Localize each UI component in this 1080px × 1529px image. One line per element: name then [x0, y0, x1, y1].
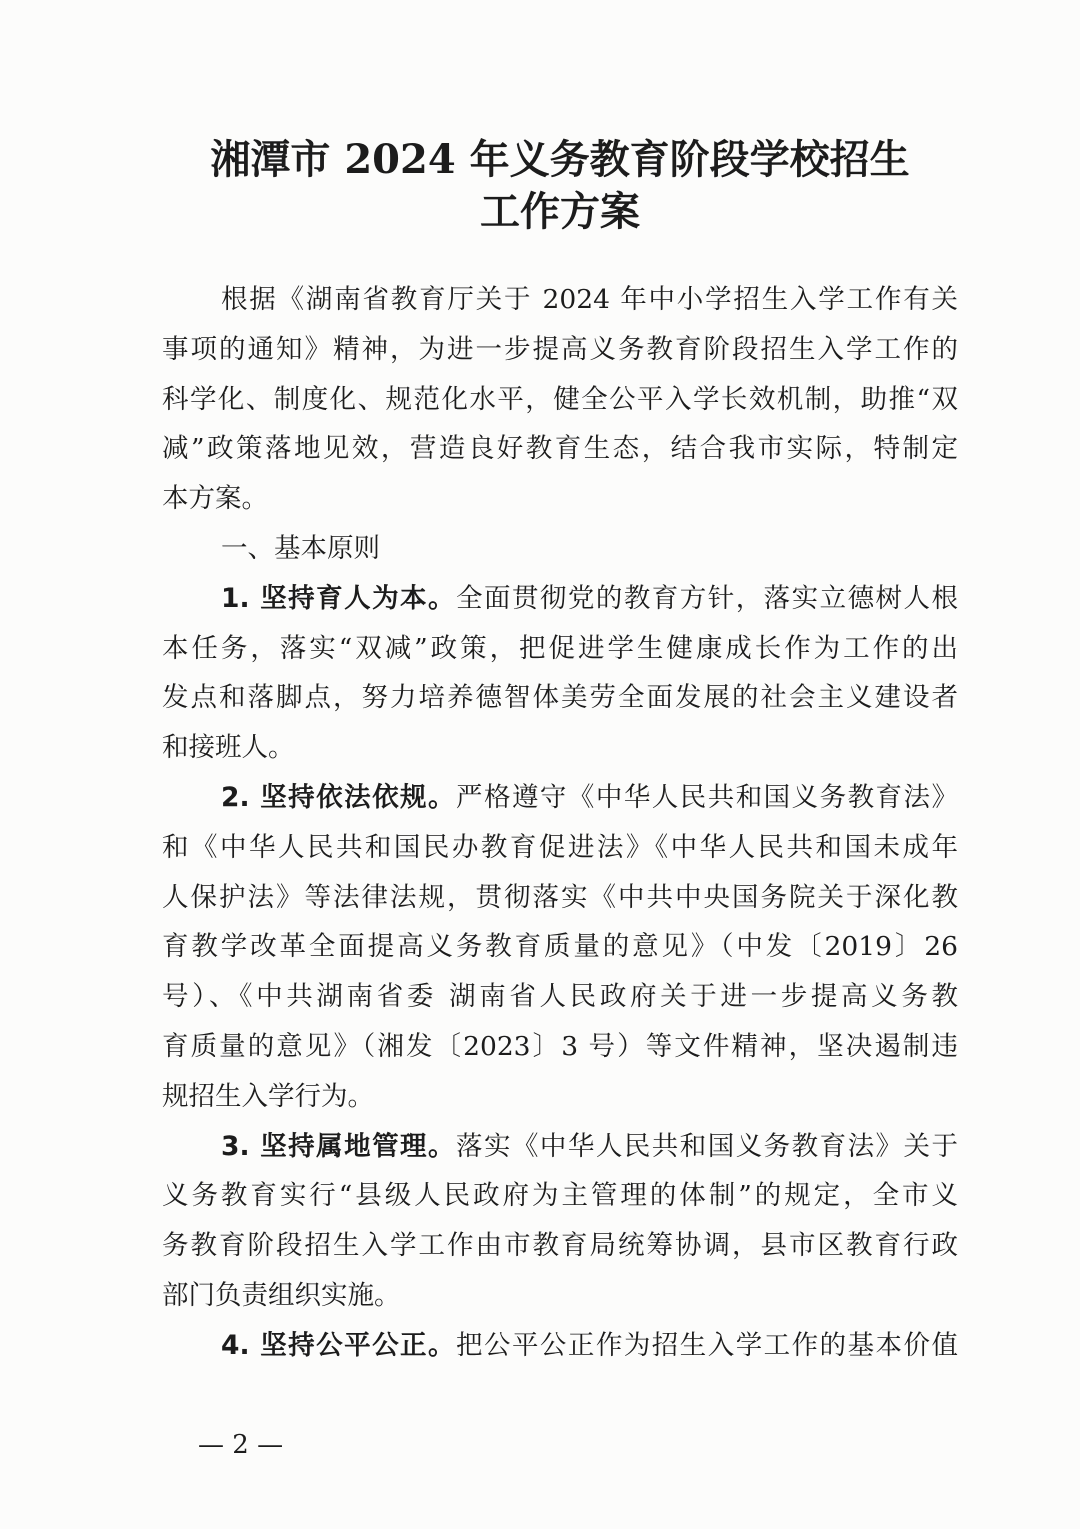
text-line: 义务教育实行“县级人民政府为主管理的体制”的规定，全市义	[162, 1180, 958, 1212]
text-line: 本任务，落实“双减”政策，把促进学生健康成长作为工作的出	[162, 632, 958, 664]
principle-text: 全面贯彻党的教育方针，落实立德树人根	[456, 582, 958, 614]
text-line: 育教学改革全面提高义务教育质量的意见》（中发〔2019〕26	[162, 931, 958, 963]
text-line: 育质量的意见》（湘发〔2023〕3 号）等文件精神，坚决遏制违	[162, 1030, 958, 1062]
principle-label: 4. 坚持公平公正。	[221, 1329, 456, 1361]
text-line	[162, 574, 958, 624]
principle-item-3	[162, 1122, 958, 1321]
section-heading: 一、基本原则	[221, 532, 380, 564]
principle-item-2	[162, 773, 958, 1122]
document-title	[162, 134, 958, 238]
text-line: 人保护法》等法律法规，贯彻落实《中共中央国务院关于深化教	[162, 881, 958, 913]
text-line: 和《中华人民共和国民办教育促进法》《中华人民共和国未成年	[162, 831, 958, 863]
principle-text: 把公平公正作为招生入学工作的基本价值	[456, 1329, 958, 1361]
text-line: 发点和落脚点，努力培养德智体美劳全面发展的社会主义建设者	[162, 682, 958, 714]
text-line	[162, 1122, 958, 1172]
principle-label: 1. 坚持育人为本。	[221, 582, 456, 614]
text-line: 减”政策落地见效，营造良好教育生态，结合我市实际，特制定	[162, 433, 958, 465]
text-line: 科学化、制度化、规范化水平，健全公平入学长效机制，助推“双	[162, 383, 958, 415]
principle-text: 严格遵守《中华人民共和国义务教育法》	[456, 781, 958, 813]
text-line: 根据《湖南省教育厅关于 2024 年中小学招生入学工作有关	[221, 284, 958, 315]
principle-text: 落实《中华人民共和国义务教育法》关于	[456, 1130, 958, 1162]
principle-item-1	[162, 574, 958, 773]
principle-item-4	[162, 1321, 958, 1371]
text-line: 规招生入学行为。	[162, 1080, 374, 1112]
text-line: 和接班人。	[162, 732, 295, 764]
principle-label: 2. 坚持依法依规。	[221, 781, 456, 813]
principle-label: 3. 坚持属地管理。	[221, 1130, 456, 1162]
text-line: 本方案。	[162, 483, 268, 515]
text-line: 号）、《中共湖南省委 湖南省人民政府关于进一步提高义务教	[162, 981, 958, 1013]
document-body	[162, 275, 958, 1371]
text-line: 务教育阶段招生入学工作由市教育局统筹协调，县市区教育行政	[162, 1230, 958, 1262]
intro-paragraph	[162, 275, 958, 524]
title-line: 湘潭市 2024 年义务教育阶段学校招生	[210, 136, 910, 183]
title-line: 工作方案	[480, 188, 640, 235]
text-line	[162, 1321, 958, 1371]
text-line: 部门负责组织实施。	[162, 1279, 401, 1311]
text-line	[162, 773, 958, 823]
page-number: — 2 —	[198, 1430, 284, 1460]
text-line: 事项的通知》精神，为进一步提高义务教育阶段招生入学工作的	[162, 333, 958, 365]
